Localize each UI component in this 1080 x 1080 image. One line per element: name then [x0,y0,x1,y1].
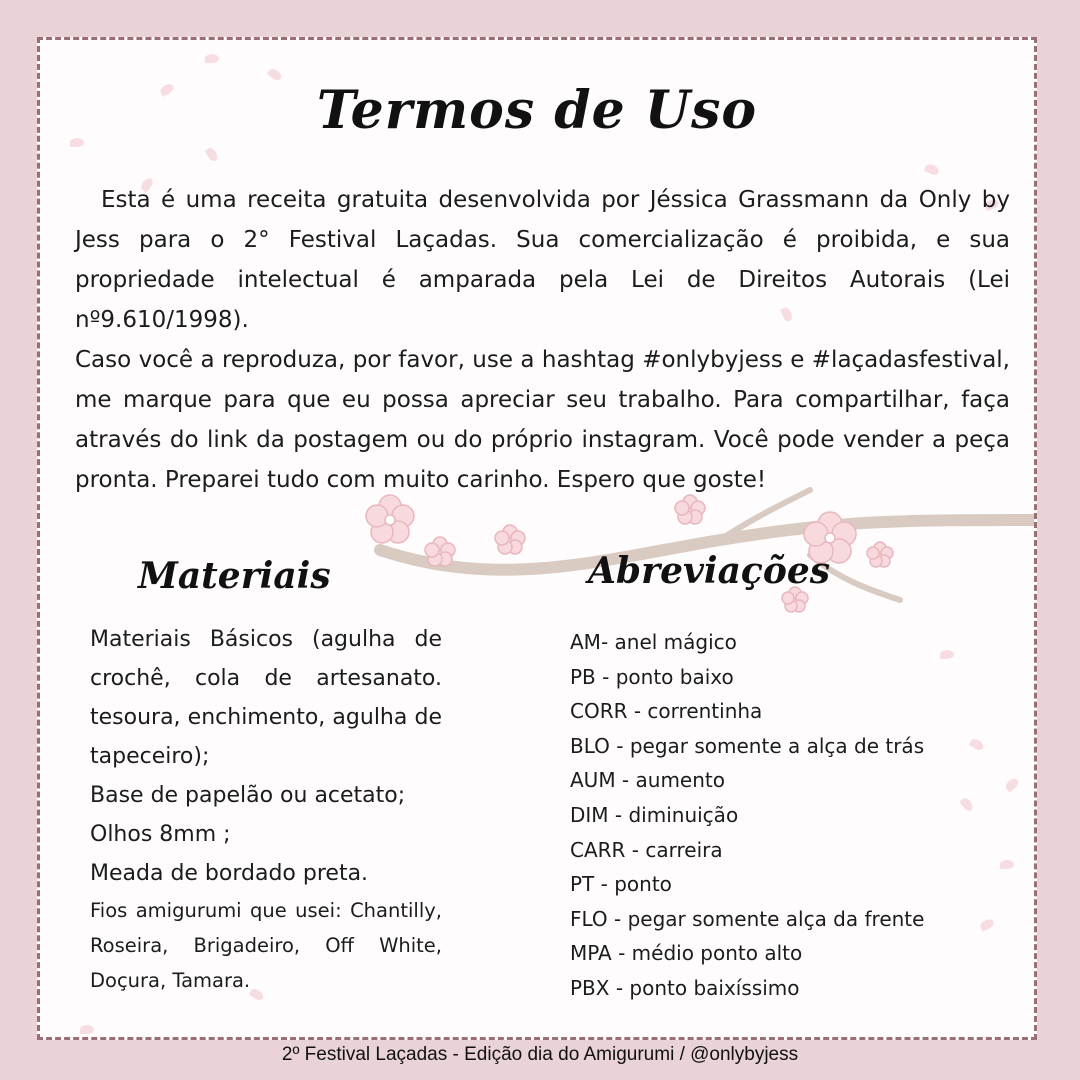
abbreviations-heading: Abreviações [588,550,830,592]
list-item: CARR - carreira [570,837,723,862]
list-item: Meada de bordado preta. [90,861,369,886]
terms-paragraph: Caso você a reproduza, por favor, use a hashtag #onlybyjess e #laçadasfestival, me marque para que eu possa apreciar seu trabalho. Para compartilhar, faça através do link da postagem ou do próprio instagram. Você pode vender a peça pronta. Preparei tudo com muito carinho. Espero que goste! [75,347,1010,493]
petal-decoration [205,54,219,63]
list-item: Materiais Básicos (agulha de crochê, cola de artesanato. tesoura, enchimento, agulha de tapeceiro); [90,627,442,769]
list-item: AUM - aumento [570,768,725,793]
petal-decoration [1000,860,1014,869]
terms-intro [75,180,1010,500]
terms-paragraph: Esta é uma receita gratuita desenvolvida por Jéssica Grassmann da Only by Jess para o 2° Festival Laçadas. Sua comercialização é proibida, e sua propriedade intelectual é amparada pela Lei de Direitos Autorais (Lei nº9.610/1998). [75,187,1010,333]
blossom-icon [366,495,414,543]
list-item: Base de papelão ou acetato; [90,783,406,808]
list-item: Olhos 8mm ; [90,822,231,847]
petal-decoration [205,146,220,163]
blossom-icon [425,537,455,566]
terms-card [37,37,1037,1040]
petal-decoration [924,162,940,176]
materials-heading: Materiais [138,555,331,597]
list-item: PB - ponto baixo [570,664,734,689]
blossom-icon [495,525,525,554]
materials-list [90,620,442,998]
list-item: FLO - pegar somente alça da frente [570,906,925,931]
list-item: PT - ponto [570,872,672,897]
blossom-icon [867,542,893,567]
list-item: Fios amigurumi que usei: Chantilly, Roseira, Brigadeiro, Off White, Doçura, Tamara. [90,899,442,992]
list-item: DIM - diminuição [570,802,739,827]
list-item: AM- anel mágico [570,630,737,654]
list-item: MPA - médio ponto alto [570,941,803,966]
list-item: BLO - pegar somente a alça de trás [570,733,925,758]
abbreviations-list [570,625,1000,1006]
petal-decoration [1004,777,1021,793]
petal-decoration [80,1025,94,1034]
list-item: CORR - correntinha [570,699,763,724]
list-item: PBX - ponto baixíssimo [570,975,800,1000]
page-title: Termos de Uso [316,80,758,141]
footer-caption: 2º Festival Laçadas - Edição dia do Amigurumi / @onlybyjess [281,1044,799,1065]
